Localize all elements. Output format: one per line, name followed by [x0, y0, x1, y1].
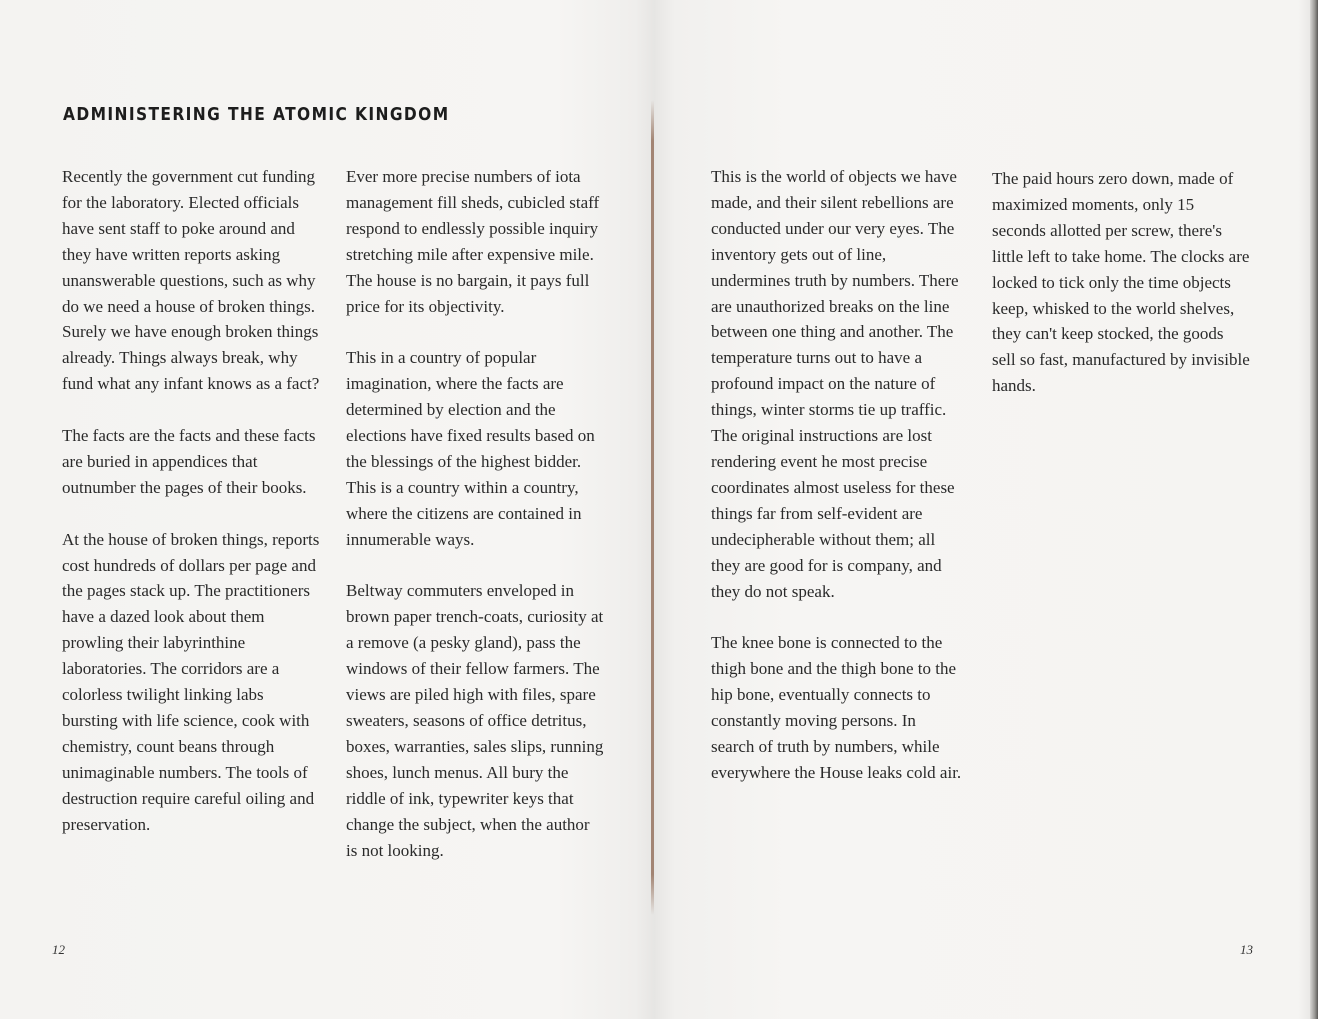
left-page: [0, 0, 655, 1019]
paragraph: This is the world of objects we have made, and their silent rebellions are conducted under our very eyes. The inventory gets out of line, undermines truth by numbers. There are unauthorized breaks on the line between one thing and another. The temperature turns out to have a profound impact on the nature of things, winter storms tie up traffic. The original instructions are lost rendering event he most precise coordinates almost useless for these things far from self-evident are undecipherable without them; all they are good for is company, and they do not speak.: [711, 167, 959, 601]
text-column-2: [346, 164, 604, 863]
paragraph: The facts are the facts and these facts are buried in appendices that outnumber the pages of their books.: [62, 426, 316, 497]
page-number-left: 12: [52, 942, 65, 957]
page-edge-shadow: [1310, 0, 1318, 1019]
paragraph: At the house of broken things, reports cost hundreds of dollars per page and the pages stack up. The practitioners have a dazed look about them prowling their labyrinthine laboratories. The corridors are a colorless twilight linking labs bursting with life science, cook with chemistry, count beans through unimaginable numbers. The tools of destruction require careful oiling and preservation.: [62, 529, 320, 834]
page-number-right: 13: [1240, 942, 1253, 957]
paragraph: Beltway commuters enveloped in brown paper trench-coats, curiosity at a remove (a pesky gland), pass the windows of their fellow farmers. The views are piled high with files, spare sweaters, seasons of office detritus, boxes, warranties, sales slips, running shoes, lunch menus. All bury the riddle of ink, typewriter keys that change the subject, when the author is not looking.: [346, 581, 604, 860]
paragraph: This in a country of popular imagination, where the facts are determined by election and the elections have fixed results based on the blessings of the highest bidder. This is a country within a country, where the citizens are contained in innumerable ways.: [346, 348, 595, 549]
chapter-heading: ADMINISTERING THE ATOMIC KINGDOM: [63, 104, 450, 125]
paragraph: The knee bone is connected to the thigh bone and the thigh bone to the hip bone, eventually connects to constantly moving persons. In search of truth by numbers, while everywhere the House leaks cold air.: [711, 633, 962, 782]
paragraph: Recently the government cut funding for the laboratory. Elected officials have sent staff to poke around and they have written reports asking unanswerable questions, such as why do we need a house of broken things. Surely we have enough broken things already. Things always break, why fund what any infant knows as a fact?: [62, 167, 320, 394]
text-column-1: [62, 164, 320, 838]
paragraph: Ever more precise numbers of iota management fill sheds, cubicled staff respond to endlessly possible inquiry stretching mile after expensive mile. The house is no bargain, it pays full price for its objectivity.: [346, 167, 600, 316]
paragraph: The paid hours zero down, made of maximized moments, only 15 seconds allotted per screw, there's little left to take home. The clocks are locked to tick only the time objects keep, whisked to the world shelves, they can't keep stocked, the goods sell so fast, manufactured by invisible hands.: [992, 169, 1250, 396]
text-column-4: [992, 166, 1250, 399]
text-column-3: [711, 164, 963, 786]
binding-thread: [651, 100, 654, 915]
